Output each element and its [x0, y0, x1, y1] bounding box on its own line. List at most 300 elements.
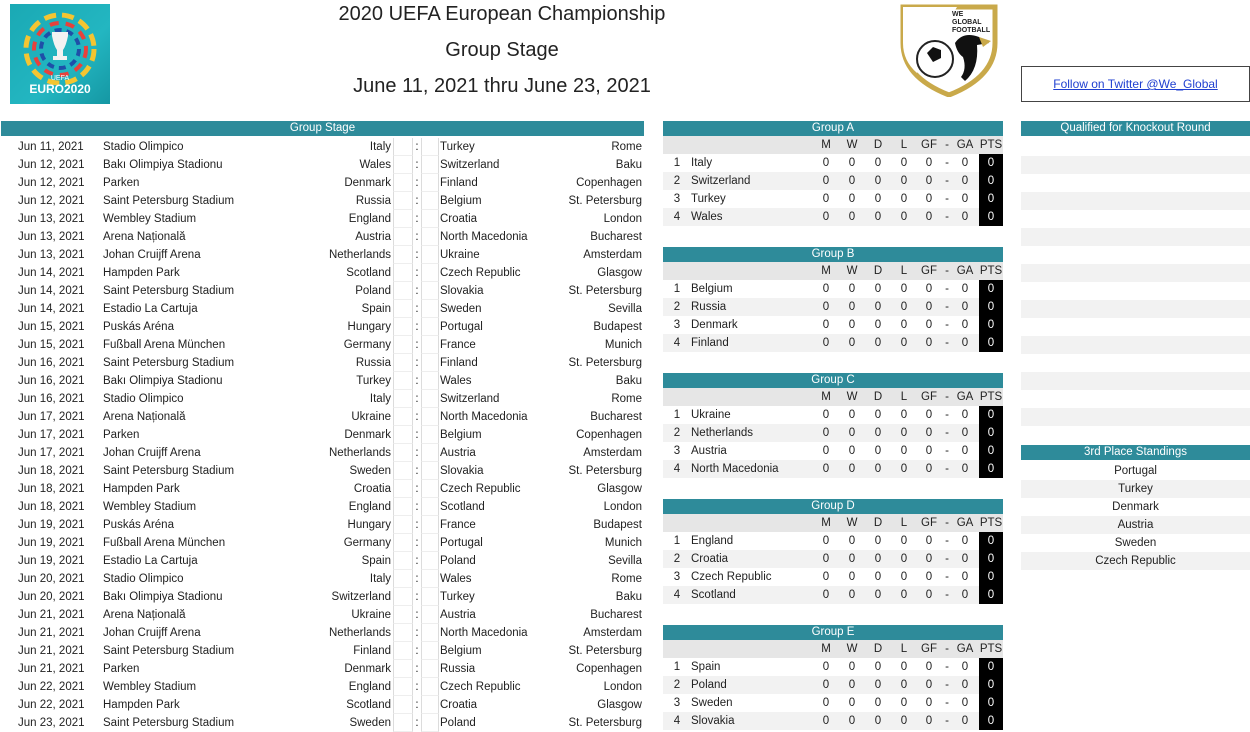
stat-ga: 0	[961, 319, 969, 331]
match-home-team: Hungary	[347, 321, 391, 333]
stat-pts: 0	[979, 190, 1003, 208]
stat-gf: 0	[925, 409, 933, 421]
match-away-team: Czech Republic	[440, 267, 521, 279]
stat-pts: 0	[979, 280, 1003, 298]
away-score-cell[interactable]	[421, 138, 439, 156]
column-header: PTS	[979, 265, 1003, 277]
stat-m: 0	[822, 337, 830, 349]
stat-pts: 0	[979, 460, 1003, 478]
team-name: England	[691, 535, 734, 547]
score-separator: :	[415, 645, 419, 657]
team-rank: 4	[673, 589, 681, 601]
stat-l: 0	[900, 157, 908, 169]
match-away-team: Poland	[440, 717, 476, 729]
match-venue: Arena Națională	[103, 411, 186, 423]
stat-l: 0	[900, 445, 908, 457]
match-city: Munich	[604, 339, 642, 351]
standings-row	[663, 568, 1003, 586]
standings-row	[663, 424, 1003, 442]
match-date: Jun 19, 2021	[18, 519, 85, 531]
stat-d: 0	[874, 589, 882, 601]
group-table-group-d	[663, 499, 1003, 602]
match-date: Jun 21, 2021	[18, 609, 85, 621]
team-rank: 2	[673, 679, 681, 691]
stat-l: 0	[900, 697, 908, 709]
match-away-team: Belgium	[440, 429, 482, 441]
match-venue: Estadio La Cartuja	[103, 303, 198, 315]
away-score-cell[interactable]	[421, 192, 439, 210]
match-venue: Wembley Stadium	[103, 501, 197, 513]
stat-gf: 0	[925, 697, 933, 709]
away-score-cell[interactable]	[421, 246, 439, 264]
match-away-team: Slovakia	[440, 285, 484, 297]
twitter-link[interactable]: Follow on Twitter @We_Global	[1053, 77, 1218, 91]
team-name: Scotland	[691, 589, 736, 601]
away-score-cell[interactable]	[421, 354, 439, 372]
standings-row	[663, 190, 1003, 208]
match-city: Rome	[611, 141, 642, 153]
column-header: -	[945, 265, 949, 277]
home-score-cell[interactable]	[393, 192, 413, 210]
home-score-cell[interactable]	[393, 228, 413, 246]
home-score-cell[interactable]	[393, 606, 413, 624]
match-home-team: Germany	[343, 537, 391, 549]
stat-sep: -	[945, 211, 949, 223]
home-score-cell[interactable]	[393, 678, 413, 696]
score-separator: :	[415, 663, 419, 675]
stat-ga: 0	[961, 463, 969, 475]
match-away-team: Wales	[440, 573, 472, 585]
match-date: Jun 14, 2021	[18, 267, 85, 279]
column-header: L	[900, 391, 908, 403]
standings-row	[663, 442, 1003, 460]
stat-l: 0	[900, 463, 908, 475]
euro2020-text: EURO2020	[29, 82, 91, 96]
score-separator: :	[415, 555, 419, 567]
home-score-cell[interactable]	[393, 624, 413, 642]
group-heading: Group C	[663, 373, 1003, 388]
score-separator: :	[415, 267, 419, 279]
stat-d: 0	[874, 409, 882, 421]
match-date: Jun 16, 2021	[18, 375, 85, 387]
match-date: Jun 17, 2021	[18, 411, 85, 423]
score-separator: :	[415, 681, 419, 693]
stat-pts: 0	[979, 334, 1003, 352]
away-score-cell[interactable]	[421, 606, 439, 624]
match-date: Jun 21, 2021	[18, 627, 85, 639]
match-city: London	[603, 213, 642, 225]
score-separator: :	[415, 375, 419, 387]
match-city: Baku	[615, 591, 642, 603]
column-header: L	[900, 265, 908, 277]
away-score-cell[interactable]	[421, 498, 439, 516]
home-score-cell[interactable]	[393, 588, 413, 606]
score-separator: :	[415, 411, 419, 423]
stat-w: 0	[848, 427, 856, 439]
home-score-cell[interactable]	[393, 408, 413, 426]
match-away-team: Portugal	[440, 321, 483, 333]
stat-d: 0	[874, 283, 882, 295]
match-home-team: Ukraine	[351, 411, 391, 423]
score-separator: :	[415, 195, 419, 207]
match-away-team: North Macedonia	[440, 231, 528, 243]
match-date: Jun 18, 2021	[18, 465, 85, 477]
away-score-cell[interactable]	[421, 696, 439, 714]
team-rank: 2	[673, 301, 681, 313]
match-home-team: Denmark	[344, 429, 391, 441]
match-city: St. Petersburg	[568, 285, 642, 297]
page-title: 2020 UEFA European Championship	[338, 3, 666, 25]
away-score-cell[interactable]	[421, 678, 439, 696]
home-score-cell[interactable]	[393, 210, 413, 228]
away-score-cell[interactable]	[421, 480, 439, 498]
team-name: Belgium	[691, 283, 733, 295]
score-separator: :	[415, 609, 419, 621]
team-name: Poland	[691, 679, 727, 691]
stat-l: 0	[900, 283, 908, 295]
stat-ga: 0	[961, 445, 969, 457]
match-venue: Saint Petersburg Stadium	[103, 645, 235, 657]
match-venue: Puskás Aréna	[103, 519, 174, 531]
score-separator: :	[415, 321, 419, 333]
match-city: Munich	[604, 537, 642, 549]
third-place-team: Turkey	[1021, 480, 1250, 498]
team-name: Russia	[691, 301, 727, 313]
score-separator: :	[415, 573, 419, 585]
match-date: Jun 15, 2021	[18, 339, 85, 351]
match-city: Amsterdam	[583, 447, 642, 459]
stat-l: 0	[900, 409, 908, 421]
stat-m: 0	[822, 589, 830, 601]
match-city: Bucharest	[590, 609, 642, 621]
home-score-cell[interactable]	[393, 354, 413, 372]
match-venue: Arena Națională	[103, 609, 186, 621]
stat-w: 0	[848, 193, 856, 205]
home-score-cell[interactable]	[393, 660, 413, 678]
away-score-cell[interactable]	[421, 516, 439, 534]
match-city: Glasgow	[597, 267, 642, 279]
match-home-team: Italy	[369, 573, 391, 585]
standings-header	[663, 262, 1003, 280]
stat-m: 0	[822, 283, 830, 295]
home-score-cell[interactable]	[393, 534, 413, 552]
stat-pts: 0	[979, 532, 1003, 550]
home-score-cell[interactable]	[393, 246, 413, 264]
third-place-team: Austria	[1021, 516, 1250, 534]
stat-l: 0	[900, 661, 908, 673]
score-separator: :	[415, 699, 419, 711]
home-score-cell[interactable]	[393, 138, 413, 156]
stat-l: 0	[900, 337, 908, 349]
standings-row	[663, 694, 1003, 712]
home-score-cell[interactable]	[393, 390, 413, 408]
match-venue: Puskás Aréna	[103, 321, 174, 333]
column-header: W	[846, 643, 858, 655]
match-home-team: Austria	[355, 231, 391, 243]
standings-row	[663, 532, 1003, 550]
stat-m: 0	[822, 463, 830, 475]
stat-pts: 0	[979, 208, 1003, 226]
stat-d: 0	[874, 301, 882, 313]
match-away-team: Russia	[440, 663, 476, 675]
standings-row	[663, 676, 1003, 694]
match-city: Baku	[615, 159, 642, 171]
match-date: Jun 14, 2021	[18, 303, 85, 315]
team-rank: 4	[673, 211, 681, 223]
match-away-team: France	[440, 339, 476, 351]
away-score-cell[interactable]	[421, 156, 439, 174]
team-rank: 3	[673, 571, 681, 583]
match-home-team: Denmark	[344, 177, 391, 189]
match-away-team: Croatia	[440, 213, 478, 225]
match-venue: Estadio La Cartuja	[103, 555, 198, 567]
stat-pts: 0	[979, 298, 1003, 316]
away-score-cell[interactable]	[421, 588, 439, 606]
qualified-slot	[1021, 174, 1250, 192]
match-date: Jun 21, 2021	[18, 645, 85, 657]
stat-l: 0	[900, 427, 908, 439]
home-score-cell[interactable]	[393, 462, 413, 480]
away-score-cell[interactable]	[421, 714, 439, 732]
match-home-team: England	[348, 213, 391, 225]
away-score-cell[interactable]	[421, 444, 439, 462]
away-score-cell[interactable]	[421, 336, 439, 354]
stat-gf: 0	[925, 337, 933, 349]
score-separator: :	[415, 231, 419, 243]
match-city: Bucharest	[590, 231, 642, 243]
stat-d: 0	[874, 715, 882, 727]
column-header: GA	[956, 391, 974, 403]
stat-l: 0	[900, 679, 908, 691]
home-score-cell[interactable]	[393, 336, 413, 354]
home-score-cell[interactable]	[393, 642, 413, 660]
away-score-cell[interactable]	[421, 210, 439, 228]
standings-row	[663, 658, 1003, 676]
column-header: PTS	[979, 517, 1003, 529]
stat-gf: 0	[925, 715, 933, 727]
home-score-cell[interactable]	[393, 156, 413, 174]
team-name: Croatia	[691, 553, 729, 565]
away-score-cell[interactable]	[421, 390, 439, 408]
match-city: Copenhagen	[576, 663, 642, 675]
match-city: Amsterdam	[583, 627, 642, 639]
home-score-cell[interactable]	[393, 444, 413, 462]
away-score-cell[interactable]	[421, 642, 439, 660]
score-separator: :	[415, 393, 419, 405]
score-separator: :	[415, 141, 419, 153]
stat-sep: -	[945, 697, 949, 709]
team-rank: 1	[673, 661, 681, 673]
home-score-cell[interactable]	[393, 318, 413, 336]
qualified-heading: Qualified for Knockout Round	[1021, 121, 1250, 136]
match-home-team: Sweden	[349, 465, 391, 477]
match-venue: Bakı Olimpiya Stadionu	[103, 591, 223, 603]
match-date: Jun 22, 2021	[18, 681, 85, 693]
score-separator: :	[415, 627, 419, 639]
stat-ga: 0	[961, 301, 969, 313]
match-home-team: Poland	[355, 285, 391, 297]
team-rank: 1	[673, 409, 681, 421]
stat-d: 0	[874, 571, 882, 583]
stat-w: 0	[848, 301, 856, 313]
standings-row	[663, 712, 1003, 730]
stat-d: 0	[874, 193, 882, 205]
stat-l: 0	[900, 175, 908, 187]
team-name: Sweden	[691, 697, 733, 709]
stat-m: 0	[822, 409, 830, 421]
standings-row	[663, 334, 1003, 352]
match-venue: Parken	[103, 663, 140, 675]
away-score-cell[interactable]	[421, 228, 439, 246]
score-separator: :	[415, 465, 419, 477]
stat-sep: -	[945, 463, 949, 475]
standings-row	[663, 208, 1003, 226]
uefa-text: UEFA	[50, 75, 70, 82]
stat-d: 0	[874, 463, 882, 475]
qualified-slot	[1021, 390, 1250, 408]
team-rank: 2	[673, 175, 681, 187]
match-venue: Wembley Stadium	[103, 681, 197, 693]
stat-m: 0	[822, 211, 830, 223]
stat-w: 0	[848, 175, 856, 187]
away-score-cell[interactable]	[421, 570, 439, 588]
column-header: W	[846, 265, 858, 277]
away-score-cell[interactable]	[421, 318, 439, 336]
stat-d: 0	[874, 535, 882, 547]
home-score-cell[interactable]	[393, 714, 413, 732]
match-home-team: Spain	[361, 555, 391, 567]
match-date: Jun 11, 2021	[18, 141, 84, 153]
home-score-cell[interactable]	[393, 516, 413, 534]
column-header: M	[821, 265, 831, 277]
home-score-cell[interactable]	[393, 498, 413, 516]
home-score-cell[interactable]	[393, 570, 413, 588]
home-score-cell[interactable]	[393, 300, 413, 318]
home-score-cell[interactable]	[393, 372, 413, 390]
column-header: GF	[921, 265, 937, 277]
away-score-cell[interactable]	[421, 552, 439, 570]
home-score-cell[interactable]	[393, 480, 413, 498]
column-header: GA	[956, 139, 974, 151]
away-score-cell[interactable]	[421, 300, 439, 318]
away-score-cell[interactable]	[421, 174, 439, 192]
stat-m: 0	[822, 715, 830, 727]
score-separator: :	[415, 537, 419, 549]
away-score-cell[interactable]	[421, 372, 439, 390]
away-score-cell[interactable]	[421, 660, 439, 678]
column-header: W	[846, 517, 858, 529]
match-home-team: Switzerland	[331, 591, 391, 603]
away-score-cell[interactable]	[421, 534, 439, 552]
match-away-team: Croatia	[440, 699, 478, 711]
match-venue: Hampden Park	[103, 267, 180, 279]
column-header: M	[821, 391, 831, 403]
away-score-cell[interactable]	[421, 426, 439, 444]
home-score-cell[interactable]	[393, 426, 413, 444]
match-home-team: Scotland	[346, 699, 391, 711]
away-score-cell[interactable]	[421, 462, 439, 480]
away-score-cell[interactable]	[421, 408, 439, 426]
match-city: London	[603, 501, 642, 513]
match-away-team: Poland	[440, 555, 476, 567]
we-global-football-logo	[897, 3, 1001, 97]
column-header: D	[873, 139, 883, 151]
stat-m: 0	[822, 319, 830, 331]
stat-sep: -	[945, 535, 949, 547]
stat-sep: -	[945, 589, 949, 601]
match-away-team: Portugal	[440, 537, 483, 549]
third-place-team: Portugal	[1114, 465, 1157, 477]
home-score-cell[interactable]	[393, 264, 413, 282]
third-place-team: Denmark	[1112, 501, 1159, 513]
qualified-slot	[1021, 408, 1250, 426]
stat-w: 0	[848, 679, 856, 691]
home-score-cell[interactable]	[393, 552, 413, 570]
home-score-cell[interactable]	[393, 282, 413, 300]
stat-ga: 0	[961, 697, 969, 709]
home-score-cell[interactable]	[393, 174, 413, 192]
match-venue: Saint Petersburg Stadium	[103, 195, 235, 207]
match-date: Jun 15, 2021	[18, 321, 85, 333]
match-city: Copenhagen	[576, 429, 642, 441]
stat-ga: 0	[961, 157, 969, 169]
column-header: GF	[921, 139, 937, 151]
stat-pts: 0	[979, 568, 1003, 586]
stat-pts: 0	[979, 154, 1003, 172]
third-place-heading: 3rd Place Standings	[1021, 445, 1250, 460]
match-city: Bucharest	[590, 411, 642, 423]
match-city: St. Petersburg	[568, 465, 642, 477]
qualified-slot	[1021, 336, 1250, 354]
team-name: Netherlands	[691, 427, 754, 439]
away-score-cell[interactable]	[421, 282, 439, 300]
stat-sep: -	[945, 175, 949, 187]
match-away-team: Wales	[440, 375, 472, 387]
stat-ga: 0	[961, 193, 969, 205]
match-venue: Johan Cruijff Arena	[103, 447, 201, 459]
away-score-cell[interactable]	[421, 264, 439, 282]
date-range: June 11, 2021 thru June 23, 2021	[353, 75, 651, 97]
stat-w: 0	[848, 697, 856, 709]
stat-l: 0	[900, 589, 908, 601]
match-away-team: Switzerland	[440, 393, 500, 405]
match-home-team: England	[348, 681, 391, 693]
score-separator: :	[415, 159, 419, 171]
standings-header	[663, 388, 1003, 406]
stat-pts: 0	[979, 442, 1003, 460]
score-separator: :	[415, 249, 419, 261]
score-separator: :	[415, 339, 419, 351]
team-name: Finland	[691, 337, 729, 349]
stat-ga: 0	[961, 571, 969, 583]
group-stage-heading: Group Stage	[1, 121, 644, 136]
home-score-cell[interactable]	[393, 696, 413, 714]
stat-l: 0	[900, 319, 908, 331]
score-separator: :	[415, 519, 419, 531]
away-score-cell[interactable]	[421, 624, 439, 642]
column-header: GA	[956, 265, 974, 277]
match-date: Jun 12, 2021	[18, 195, 85, 207]
match-away-team: Turkey	[440, 591, 475, 603]
stat-w: 0	[848, 463, 856, 475]
column-header: -	[945, 643, 949, 655]
team-name: Czech Republic	[691, 571, 772, 583]
standings-header	[663, 640, 1003, 658]
match-home-team: Russia	[355, 357, 391, 369]
column-header: -	[945, 139, 949, 151]
match-venue: Hampden Park	[103, 699, 180, 711]
column-header: D	[873, 265, 883, 277]
